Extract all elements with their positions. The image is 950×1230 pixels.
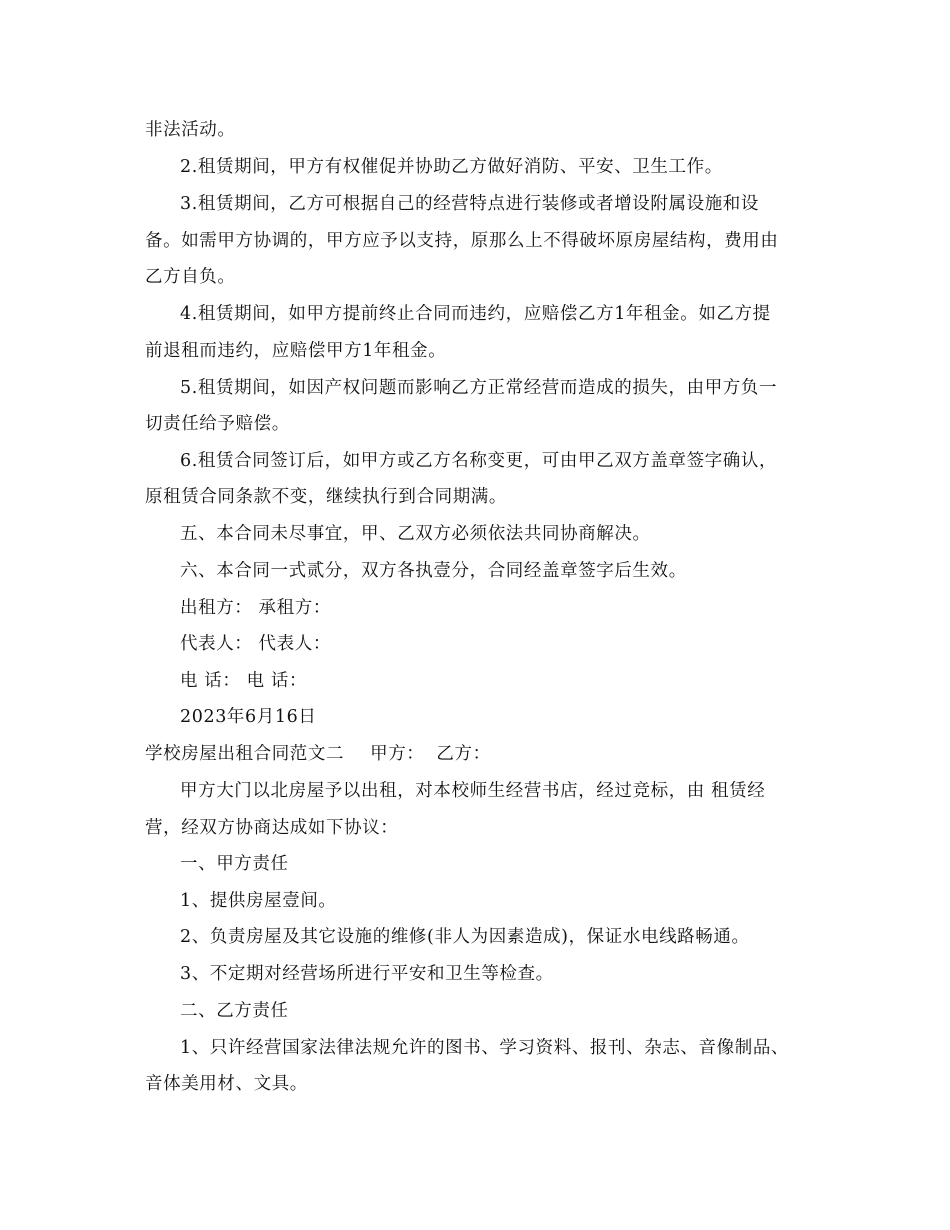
paragraph-line: 2、负责房屋及其它设施的维修(非人为因素造成)，保证水电线路畅通。 (180, 927, 750, 947)
paragraph-line: 营，经双方协商达成如下协议： (145, 818, 399, 838)
section-title: 学校房屋出租合同范文二 (145, 744, 345, 764)
signature-line: 电 话： 电 话： (180, 671, 308, 691)
paragraph-line: 切责任给予赔偿。 (145, 414, 290, 434)
paragraph-line: 非法活动。 (145, 120, 236, 140)
paragraph-line: 一、甲方责任 (180, 854, 289, 874)
paragraph-line: 前退租而违约，应赔偿甲方1年租金。 (145, 341, 447, 361)
paragraph-line: 2.租赁期间，甲方有权催促并协助乙方做好消防、平安、卫生工作。 (180, 157, 723, 177)
paragraph-line: 4.租赁期间，如甲方提前终止合同而违约，应赔偿乙方1年租金。如乙方提 (180, 304, 771, 324)
signature-line: 代表人： 代表人： (180, 634, 331, 654)
paragraph-line: 乙方自负。 (145, 267, 236, 287)
section-title-line (145, 742, 491, 766)
paragraph-line: 备。如需甲方协调的，甲方应予以支持，原那么上不得破坏原房屋结构，费用由 (145, 231, 779, 251)
paragraph-line: 1、提供房屋壹间。 (180, 891, 337, 911)
paragraph-line: 六、本合同一式贰分，双方各执壹分，合同经盖章签字后生效。 (180, 561, 687, 581)
paragraph-line: 5.租赁期间，如因产权问题而影响乙方正常经营而造成的损失，由甲方负一 (180, 378, 778, 398)
paragraph-line: 二、乙方责任 (180, 1001, 289, 1021)
signature-line: 出租方： 承租方： (180, 598, 331, 618)
paragraph-line: 3、不定期对经营场所进行平安和卫生等检查。 (180, 964, 554, 984)
party-a-label: 甲方： (370, 744, 425, 764)
paragraph-line: 3.租赁期间，乙方可根据自己的经营特点进行装修或者增设附属设施和设 (180, 194, 759, 214)
paragraph-line: 音体美用材、文具。 (145, 1074, 308, 1094)
paragraph-line: 1、只许经营国家法律法规允许的图书、学习资料、报刊、杂志、音像制品、 (180, 1038, 790, 1058)
date-line: 2023年6月16日 (180, 707, 317, 727)
party-b-label: 乙方： (436, 744, 491, 764)
paragraph-line: 6.租赁合同签订后，如甲方或乙方名称变更，可由甲乙双方盖章签字确认， (180, 451, 778, 471)
paragraph-line: 原租赁合同条款不变，继续执行到合同期满。 (145, 487, 507, 507)
paragraph-line: 甲方大门以北房屋予以出租，对本校师生经营书店，经过竞标，由 租赁经 (180, 781, 766, 801)
paragraph-line: 五、本合同未尽事宜，甲、乙双方必须依法共同协商解决。 (180, 524, 651, 544)
